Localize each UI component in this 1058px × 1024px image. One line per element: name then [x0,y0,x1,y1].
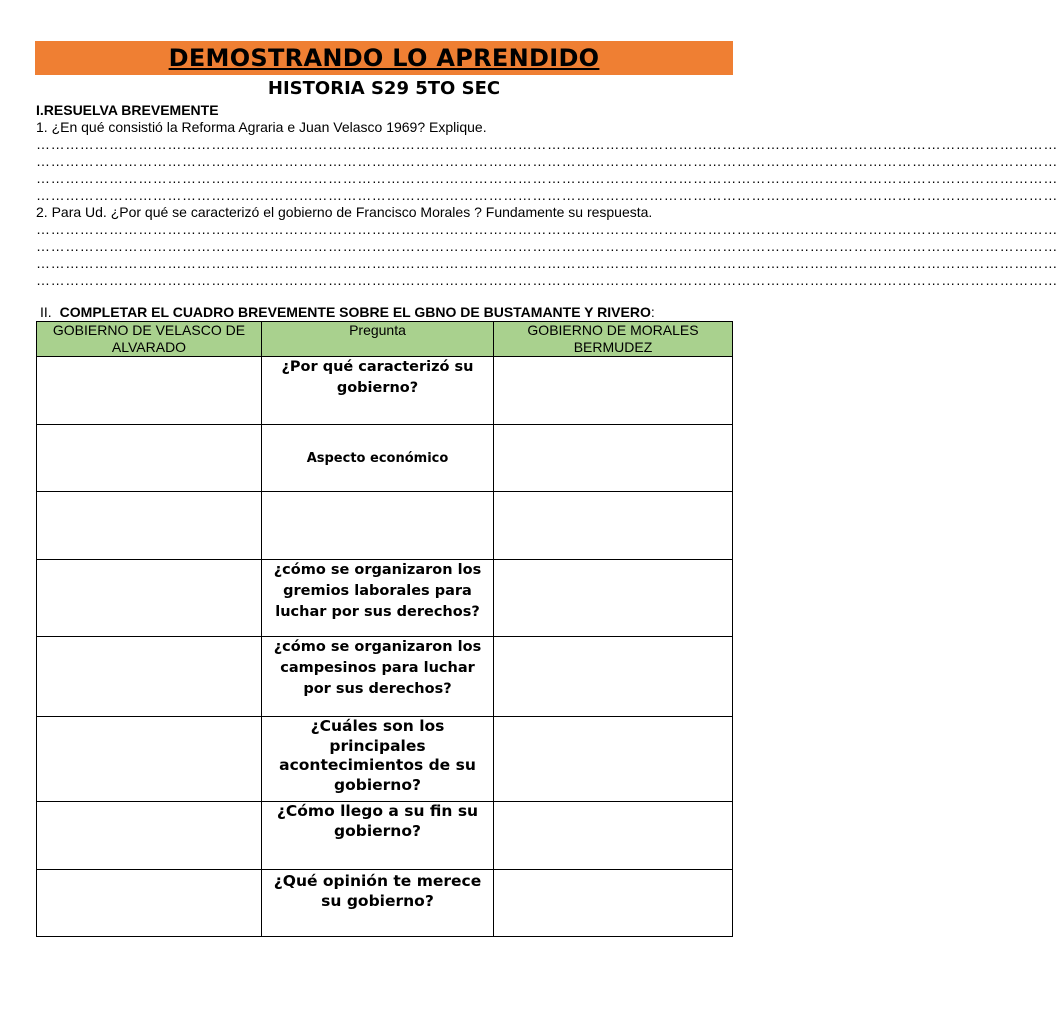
morales-answer-cell[interactable] [494,357,733,425]
question-cell[interactable] [262,492,494,560]
answer-line[interactable]: ………………………………………………………………………………………………………………………………………………………………………………………… [36,136,1058,152]
morales-answer-cell[interactable] [494,560,733,637]
header-question: Pregunta [262,322,494,357]
page-title: DEMOSTRANDO LO APRENDIDO [168,44,600,72]
velasco-answer-cell[interactable] [37,425,262,492]
answer-line[interactable]: ………………………………………………………………………………………………………………………………………………………………………………………… [36,170,1058,186]
header-morales: GOBIERNO DE MORALES BERMUDEZ [494,322,733,357]
velasco-answer-cell[interactable] [37,492,262,560]
page-subtitle: HISTORIA S29 5TO SEC [267,78,501,99]
question-cell: ¿Qué opinión te merece su gobierno? [262,870,494,937]
question-cell: ¿cómo se organizaron los campesinos para luchar por sus derechos? [262,637,494,717]
header-velasco: GOBIERNO DE VELASCO DE ALVARADO [37,322,262,357]
section-two-heading [40,304,760,321]
question-cell: Aspecto económico [262,425,494,492]
question-cell: ¿cómo se organizaron los gremios laborales para luchar por sus derechos? [262,560,494,637]
table-row [37,492,733,560]
answer-line[interactable]: ………………………………………………………………………………………………………………………………………………………………………………………… [36,221,1058,237]
question-cell: ¿Cómo llego a su fin su gobierno? [262,802,494,870]
answer-line[interactable]: ………………………………………………………………………………………………………………………………………………………………………………………… [36,272,1058,288]
section-two-title: COMPLETAR EL CUADRO BREVEMENTE SOBRE EL GBNO DE BUSTAMANTE Y RIVERO [59,304,651,320]
section-two-number: II. [40,304,52,320]
velasco-answer-cell[interactable] [37,717,262,802]
morales-answer-cell[interactable] [494,637,733,717]
question-cell: ¿Cuáles son los principales acontecimientos de su gobierno? [262,717,494,802]
morales-answer-cell[interactable] [494,492,733,560]
table-row [37,637,733,717]
table-header-row [37,322,733,357]
velasco-answer-cell[interactable] [37,637,262,717]
title-banner [35,41,733,75]
table-row [37,802,733,870]
answer-line[interactable]: ………………………………………………………………………………………………………………………………………………………………………………………… [36,238,1058,254]
section-one [36,102,1058,289]
morales-answer-cell[interactable] [494,425,733,492]
table-row [37,870,733,937]
velasco-answer-cell[interactable] [37,802,262,870]
velasco-answer-cell[interactable] [37,870,262,937]
morales-answer-cell[interactable] [494,870,733,937]
answer-line[interactable]: ………………………………………………………………………………………………………………………………………………………………………………………… [36,255,1058,271]
morales-answer-cell[interactable] [494,802,733,870]
answer-line[interactable]: ………………………………………………………………………………………………………………………………………………………………………………………… [36,187,1058,203]
morales-answer-cell[interactable] [494,717,733,802]
table-row [37,560,733,637]
table-row [37,357,733,425]
question-2: 2. Para Ud. ¿Por qué se caracterizó el gobierno de Francisco Morales ? Fundamente su respuesta. [36,204,653,220]
table-row [37,717,733,802]
question-1: 1. ¿En qué consistió la Reforma Agraria e Juan Velasco 1969? Explique. [36,119,487,135]
question-cell: ¿Por qué caracterizó su gobierno? [262,357,494,425]
answer-line[interactable]: ………………………………………………………………………………………………………………………………………………………………………………………… [36,153,1058,169]
section-two-colon: : [650,304,655,320]
velasco-answer-cell[interactable] [37,560,262,637]
section-one-heading: I.RESUELVA BREVEMENTE [36,102,219,118]
velasco-answer-cell[interactable] [37,357,262,425]
comparison-table [36,321,733,937]
table-row [37,425,733,492]
